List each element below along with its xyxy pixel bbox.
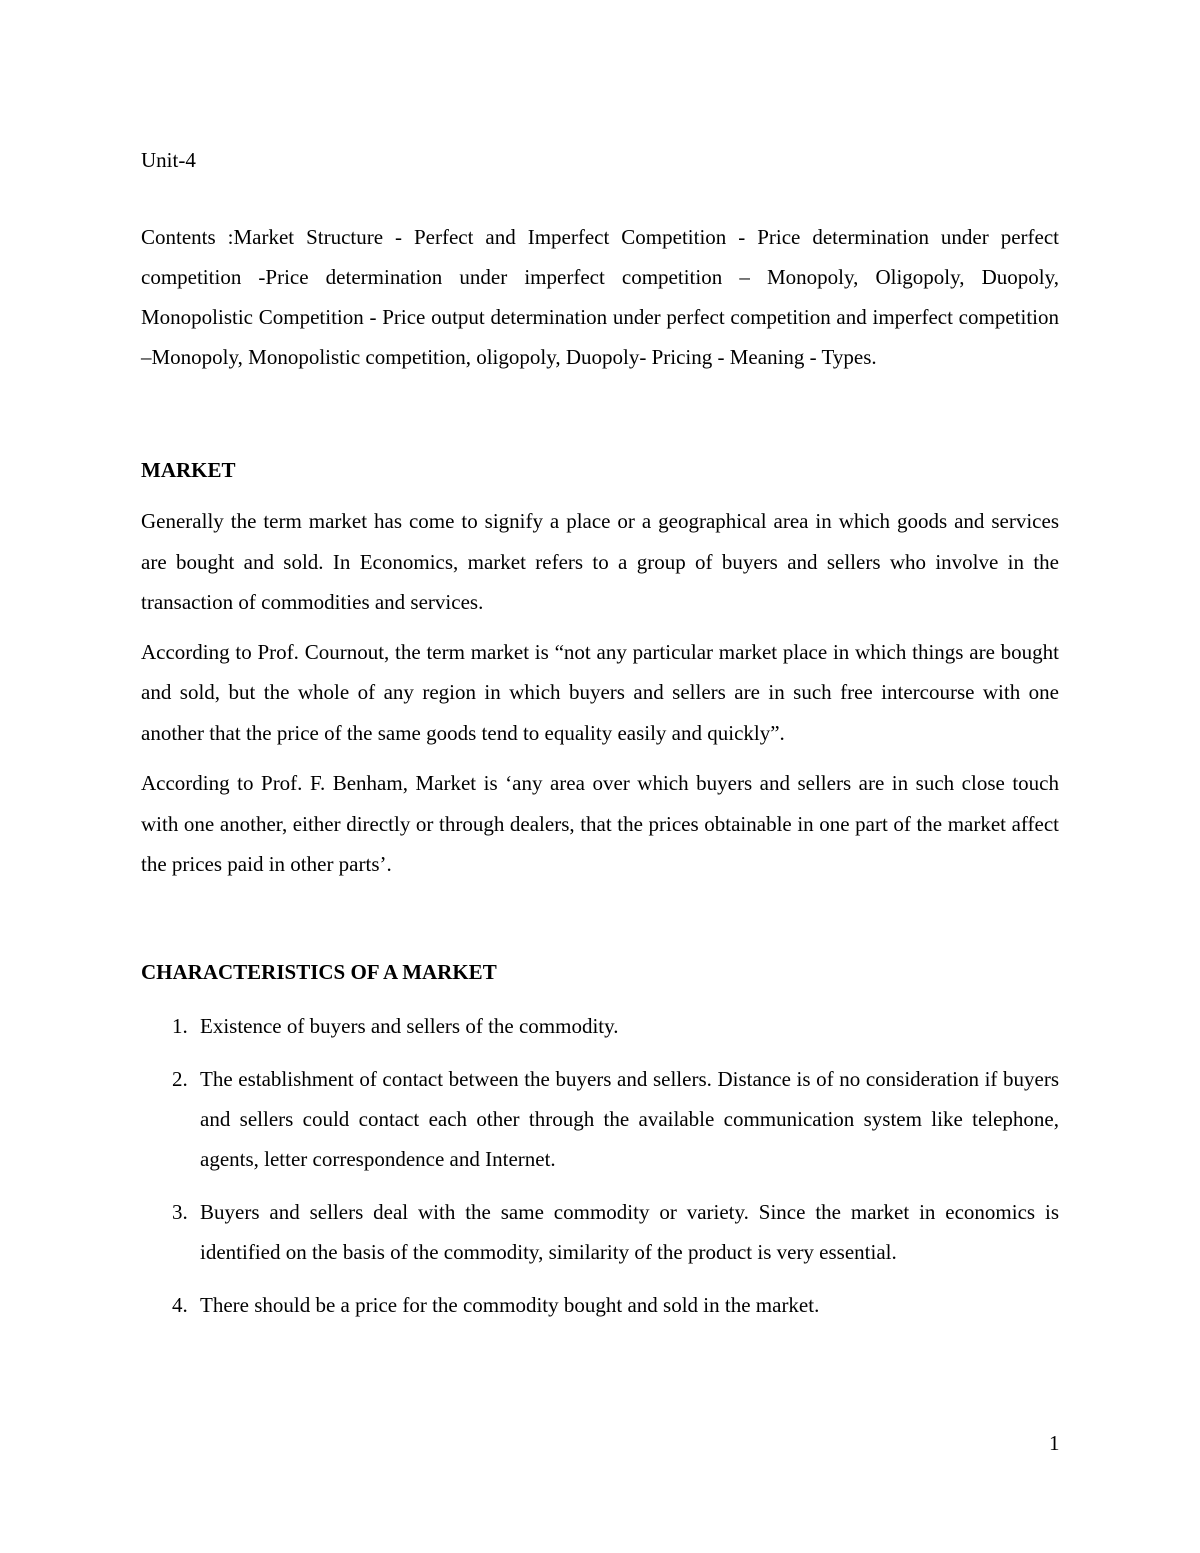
list-item [141,1192,1059,1272]
characteristics-heading: CHARACTERISTICS OF A MARKET [141,959,497,984]
market-heading: MARKET [141,458,236,482]
list-item [141,1059,1059,1179]
list-item [141,1285,1059,1325]
benham-definition-paragraph: According to Prof. F. Benham, Market is ‘any area over which buyers and sellers are in such close touch with one another, either directly or through dealers, that the prices obtainable in one part of the market affect the prices paid in other parts’. [141,771,1059,876]
list-item-text: The establishment of contact between the buyers and sellers. Distance is of no consideration if buyers and sellers could contact each other through the available communication system like telephone, agents, letter correspondence and Internet. [200,1066,1059,1171]
page-number: 1 [1049,1431,1060,1455]
list-item-number: 4. [172,1292,188,1317]
list-item-text: There should be a price for the commodity bought and sold in the market. [200,1292,820,1317]
contents-paragraph: Contents :Market Structure - Perfect and Imperfect Competition - Price determination under perfect competition -Price determination under imperfect competition – Monopoly, Oligopoly, Duopoly, Monopolistic Competition - Price output determination under perfect competition and imperfect competition –Monopoly, Monopolistic competition, oligopoly, Duopoly- Pricing - Meaning - Types. [141,225,1059,369]
list-item-number: 1. [172,1013,188,1038]
list-item-number: 2. [172,1066,188,1091]
characteristics-list [141,1006,1059,1325]
market-definition-paragraph: Generally the term market has come to signify a place or a geographical area in which goods and services are bought and sold. In Economics, market refers to a group of buyers and sellers who involve in the transaction of commodities and services. [141,509,1059,614]
list-item-number: 3. [172,1199,188,1224]
cournout-definition-paragraph: According to Prof. Cournout, the term market is “not any particular market place in which things are bought and sold, but the whole of any region in which buyers and sellers are in such free intercourse with one another that the price of the same goods tend to equality easily and quickly”. [141,639,1059,745]
list-item-text: Existence of buyers and sellers of the commodity. [200,1013,619,1038]
unit-label: Unit-4 [141,148,196,172]
document-page [141,140,1059,1338]
list-item-text: Buyers and sellers deal with the same commodity or variety. Since the market in economics is identified on the basis of the commodity, similarity of the product is very essential. [200,1199,1059,1264]
list-item [141,1006,1059,1046]
